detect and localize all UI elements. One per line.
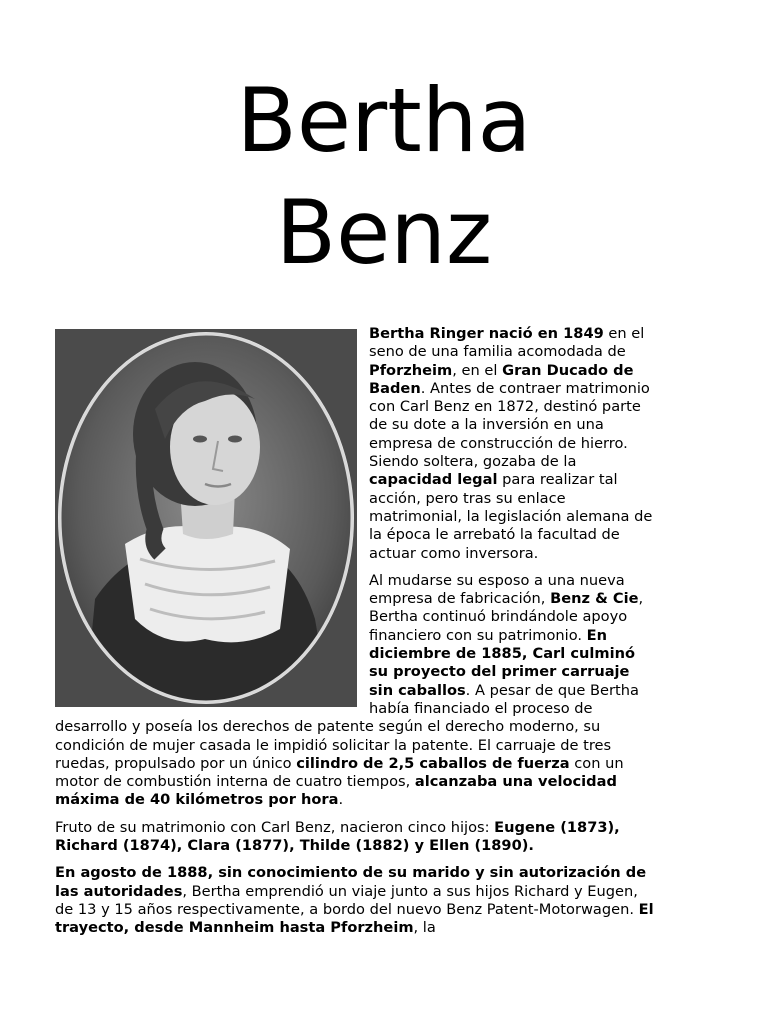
paragraph-3	[55, 819, 655, 856]
bold-text-run: capacidad legal	[369, 471, 498, 489]
bold-text-run: Gran Ducado de Baden	[369, 361, 634, 397]
article-body	[55, 325, 655, 947]
bold-text-run: El trayecto, desde Mannheim hasta Pforzheim	[55, 900, 654, 937]
text-run: . Antes de contraer matrimonio con Carl Benz en 1872, destinó parte de su dote a la inversión en una empresa de construcción de hierro. Siendo soltera, gozaba de la	[369, 379, 650, 471]
portrait-image	[55, 329, 357, 707]
bold-text-run: Bertha Ringer nació en 1849	[369, 325, 604, 342]
text-run: , Bertha emprendió un viaje junto a sus hijos Richard y Eugen, de 13 y 15 años respectivamente, a bordo del nuevo Benz Patent-Motorwagen.	[55, 882, 639, 918]
text-run: , Bertha continuó brindándole apoyo financiero con su patrimonio.	[369, 590, 644, 644]
portrait-photo	[55, 329, 357, 707]
bold-text-run: Eugene (1873), Richard (1874), Clara (1877), Thilde (1882) y Ellen (1890).	[55, 818, 620, 855]
text-run: en el seno de una familia acomodada de	[369, 325, 645, 361]
bold-text-run: Pforzheim	[369, 361, 453, 379]
text-run: con un motor de combustión interna de cuatro tiempos,	[55, 754, 624, 791]
paragraph-4	[55, 864, 655, 937]
text-run: Fruto de su matrimonio con Carl Benz, nacieron cinco hijos:	[55, 818, 495, 836]
bold-text-run: alcanzaba una velocidad máxima de 40 kilómetros por hora	[55, 773, 617, 809]
text-run: Al mudarse su esposo a una nueva empresa de fabricación,	[369, 571, 625, 608]
bold-text-run: En agosto de 1888, sin conocimiento de su marido y sin autorización de las autoridades	[55, 864, 647, 900]
bold-text-run: En diciembre de 1885, Carl culminó su proyecto del primer carruaje sin caballos	[369, 626, 636, 699]
text-run: , en el	[452, 361, 503, 379]
text-run: .	[338, 791, 344, 809]
text-run: para realizar tal acción, pero tras su enlace matrimonial, la legislación alemana de la época le arrebató la facultad de actuar como inversora.	[369, 471, 653, 562]
document-title-line-1: Bertha	[236, 69, 532, 172]
text-run: , la	[413, 919, 436, 937]
bold-text-run: cilindro de 2,5 caballos de fuerza	[296, 754, 570, 772]
document-title-line-2: Benz	[275, 181, 493, 284]
text-run: . A pesar de que Bertha había financiado el proceso de desarrollo y poseía los derechos de patente según el derecho moderno, su condición de mujer casada le impidió solicitar la patente. El carruaje de tres ruedas, propulsado por un único	[55, 681, 639, 772]
bold-text-run: Benz & Cie	[550, 590, 639, 608]
